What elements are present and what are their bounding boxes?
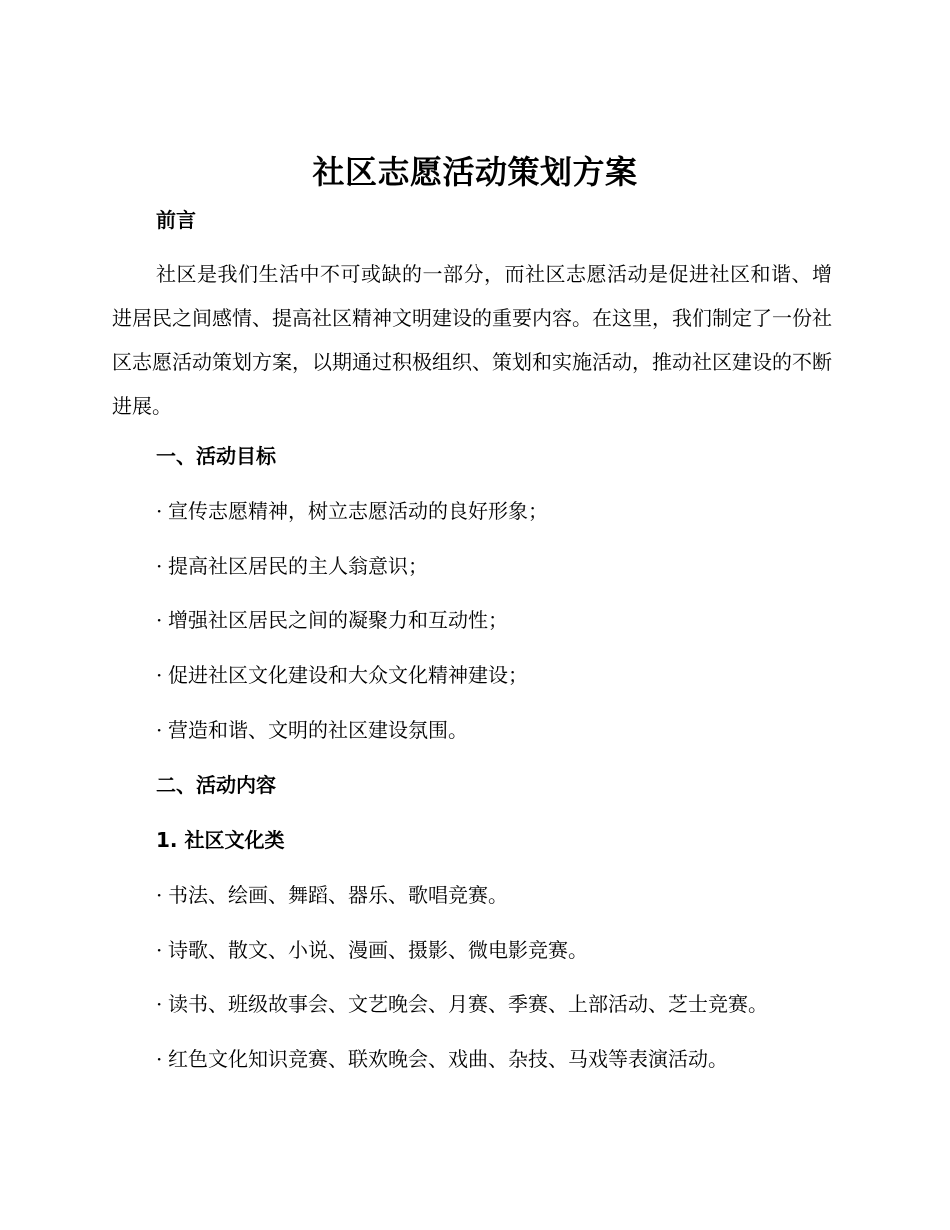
- subsection-heading-culture: 1. 社区文化类: [156, 828, 285, 852]
- section-heading-goals: 一、活动目标: [156, 444, 276, 468]
- list-item-text: 营造和谐、文明的社区建设氛围。: [168, 718, 468, 742]
- list-item: [156, 605, 508, 635]
- bullet-marker: ·: [156, 608, 163, 632]
- section-heading-content: 二、活动内容: [156, 773, 276, 797]
- list-item-text: 读书、班级故事会、文艺晚会、月赛、季赛、上部活动、芝士竞赛。: [168, 992, 768, 1016]
- list-item-text: 促进社区文化建设和大众文化精神建设；: [168, 663, 528, 687]
- list-item-text: 提高社区居民的主人翁意识；: [168, 554, 428, 578]
- bullet-marker: ·: [156, 663, 163, 687]
- list-item: [156, 715, 468, 745]
- list-item-text: 书法、绘画、舞蹈、器乐、歌唱竞赛。: [168, 883, 508, 907]
- preface-heading: 前言: [156, 208, 196, 232]
- bullet-marker: ·: [156, 1047, 163, 1071]
- list-item-text: 红色文化知识竞赛、联欢晚会、戏曲、杂技、马戏等表演活动。: [168, 1047, 728, 1071]
- bullet-marker: ·: [156, 938, 163, 962]
- preface-paragraph: 社区是我们生活中不可或缺的一部分，而社区志愿活动是促进社区和谐、增进居民之间感情、提高社区精神文明建设的重要内容。在这里，我们制定了一份社区志愿活动策划方案，以期通过积极组织、策划和实施活动，推动社区建设的不断进展。: [112, 262, 832, 418]
- list-item: [156, 551, 428, 581]
- list-item: [156, 1044, 728, 1074]
- list-item: [156, 880, 508, 910]
- list-item: [156, 989, 768, 1019]
- list-item-text: 宣传志愿精神，树立志愿活动的良好形象；: [168, 499, 548, 523]
- list-item-text: 增强社区居民之间的凝聚力和互动性；: [168, 608, 508, 632]
- bullet-marker: ·: [156, 718, 163, 742]
- list-item: [156, 935, 588, 965]
- bullet-marker: ·: [156, 499, 163, 523]
- list-item-text: 诗歌、散文、小说、漫画、摄影、微电影竞赛。: [168, 938, 588, 962]
- bullet-marker: ·: [156, 554, 163, 578]
- list-item: [156, 660, 528, 690]
- document-title: 社区志愿活动策划方案: [312, 153, 638, 191]
- bullet-marker: ·: [156, 992, 163, 1016]
- list-item: [156, 496, 548, 526]
- bullet-marker: ·: [156, 883, 163, 907]
